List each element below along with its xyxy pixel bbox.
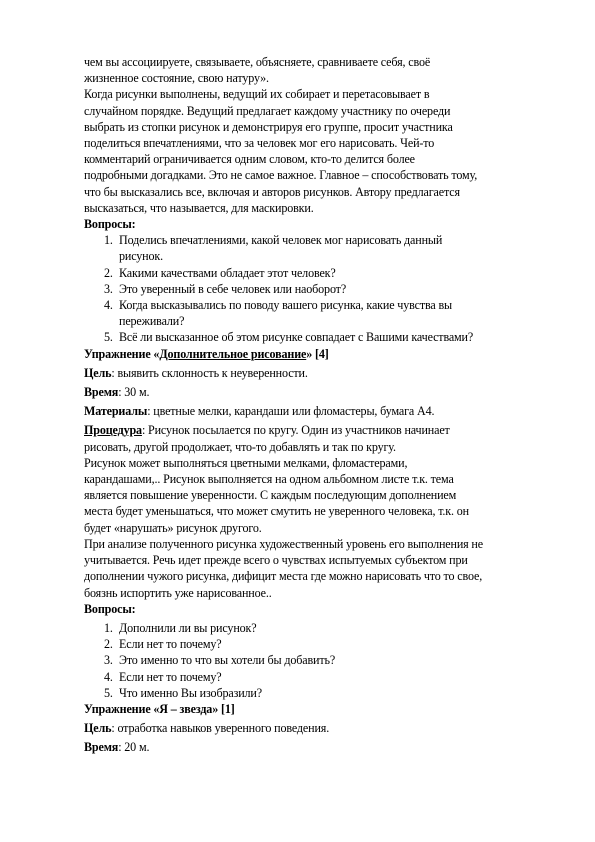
list-item [84,652,564,668]
goal-line [84,365,564,381]
questions-heading: Вопросы: [84,217,136,232]
procedure-paragraph [84,422,564,600]
procedure-first-line [84,422,564,438]
list-number: 1. [104,233,113,248]
list-text: Если нет то почему? [119,637,222,652]
questions-list [84,620,564,701]
time-line [84,384,564,400]
text-line: При анализе полученного рисунка художественный уровень его выполнения не [84,536,483,551]
time-label: Время [84,740,119,755]
text-line: Когда рисунки выполнены, ведущий их собирает и перетасовывает в [84,87,430,102]
list-number: 2. [104,637,113,652]
list-item [84,281,564,297]
time-text: : 30 м. [118,385,150,400]
list-number: 2. [104,265,113,280]
text-line: карандашами,.. Рисунок выполняется на одном альбомном листе т.к. тема [84,472,454,487]
exercise-title [84,346,564,362]
time-label: Время [84,385,119,400]
text-line: чем вы ассоциируете, связываете, объясняете, сравниваете себя, своё [84,55,431,69]
procedure-label: Процедура [84,423,142,438]
materials-text: : цветные мелки, карандаши или фломастеры, бумага А4. [147,404,435,419]
text-line: поделиться впечатлениями, что за человек мог его нарисовать. Чей-то [84,136,435,151]
list-text: Поделись впечатлениями, какой человек мог нарисовать данный [119,233,443,248]
intro-paragraph [84,54,564,216]
exercise-title-name: Дополнительное рисование [159,346,307,361]
list-number: 4. [104,669,113,684]
text-line: места будет уменьшаться, что может смутить не уверенного человека, т.к. он [84,504,469,519]
time-text: : 20 м. [118,740,150,755]
text-line: будет «нарушать» рисунок другого. [84,520,262,535]
text-line: подробными догадками. Это не самое важное. Главное – способствовать тому, [84,168,478,183]
list-item [84,329,564,345]
questions-list [84,232,564,345]
text-line: что бы высказались все, включая и авторов рисунков. Автору предлагается [84,184,460,199]
list-text: переживали? [119,314,185,329]
text-line: высказаться, что называется, для маскировки. [84,200,314,215]
list-number: 5. [104,685,113,700]
questions-heading: Вопросы: [84,601,136,616]
exercise-title-prefix: Упражнение « [84,346,160,361]
list-text: Что именно Вы изобразили? [119,685,262,700]
list-item [84,685,564,701]
goal-text: : выявить склонность к неуверенности. [111,365,308,380]
document-body [84,54,564,756]
text-line: комментарий ограничивается одним словом, кто-то делится более [84,152,415,167]
text-line: Рисунок может выполняться цветными мелками, фломастерами, [84,455,408,470]
materials-label: Материалы [84,404,148,419]
goal-line [84,720,564,736]
list-item [84,297,564,329]
list-number: 5. [104,330,113,345]
list-item [84,620,564,636]
list-item [84,232,564,264]
list-item [84,265,564,281]
text-line: рисовать, другой продолжает, что-то добавлять и так по кругу. [84,439,396,454]
list-text: рисунок. [119,249,163,264]
list-text: Если нет то почему? [119,669,222,684]
text-line: выбрать из стопки рисунок и демонстрируя его группе, просит участника [84,119,453,134]
time-line [84,739,564,755]
list-text: Когда высказывались по поводу вашего рисунка, какие чувства вы [119,298,453,313]
list-number: 4. [104,298,113,313]
text-line: боязнь испортить уже нарисованное.. [84,585,272,600]
list-text: Всё ли высказанное об этом рисунке совпадает с Вашими качествами? [119,330,474,345]
text-line: жизненное состояние, свою натуру». [84,71,269,86]
list-number: 1. [104,620,113,635]
materials-line [84,403,564,419]
procedure-text: : Рисунок посылается по кругу. Один из участников начинает [141,423,450,438]
list-text: Это уверенный в себе человек или наоборот? [119,281,347,296]
text-line: является повышение уверенности. С каждым последующим дополнением [84,488,457,503]
goal-label: Цель [84,365,112,380]
list-text: Дополнили ли вы рисунок? [119,620,257,635]
text-line: учитывается. Речь идет прежде всего о чувствах испытуемых субъектом при [84,553,468,568]
exercise-title: Упражнение «Я – звезда» [1] [84,701,235,716]
goal-label: Цель [84,721,112,736]
text-line: случайном порядке. Ведущий предлагает каждому участнику по очереди [84,103,451,118]
list-text: Это именно то что вы хотели бы добавить? [119,653,336,668]
goal-text: : отработка навыков уверенного поведения. [111,721,330,736]
text-line: дополнении чужого рисунка, дифицит места где можно нарисовать что то свое, [84,569,483,584]
list-text: Какими качествами обладает этот человек? [119,265,336,280]
list-number: 3. [104,281,113,296]
list-item [84,636,564,652]
list-item [84,669,564,685]
list-number: 3. [104,653,113,668]
exercise-title-suffix: » [4] [306,346,329,361]
